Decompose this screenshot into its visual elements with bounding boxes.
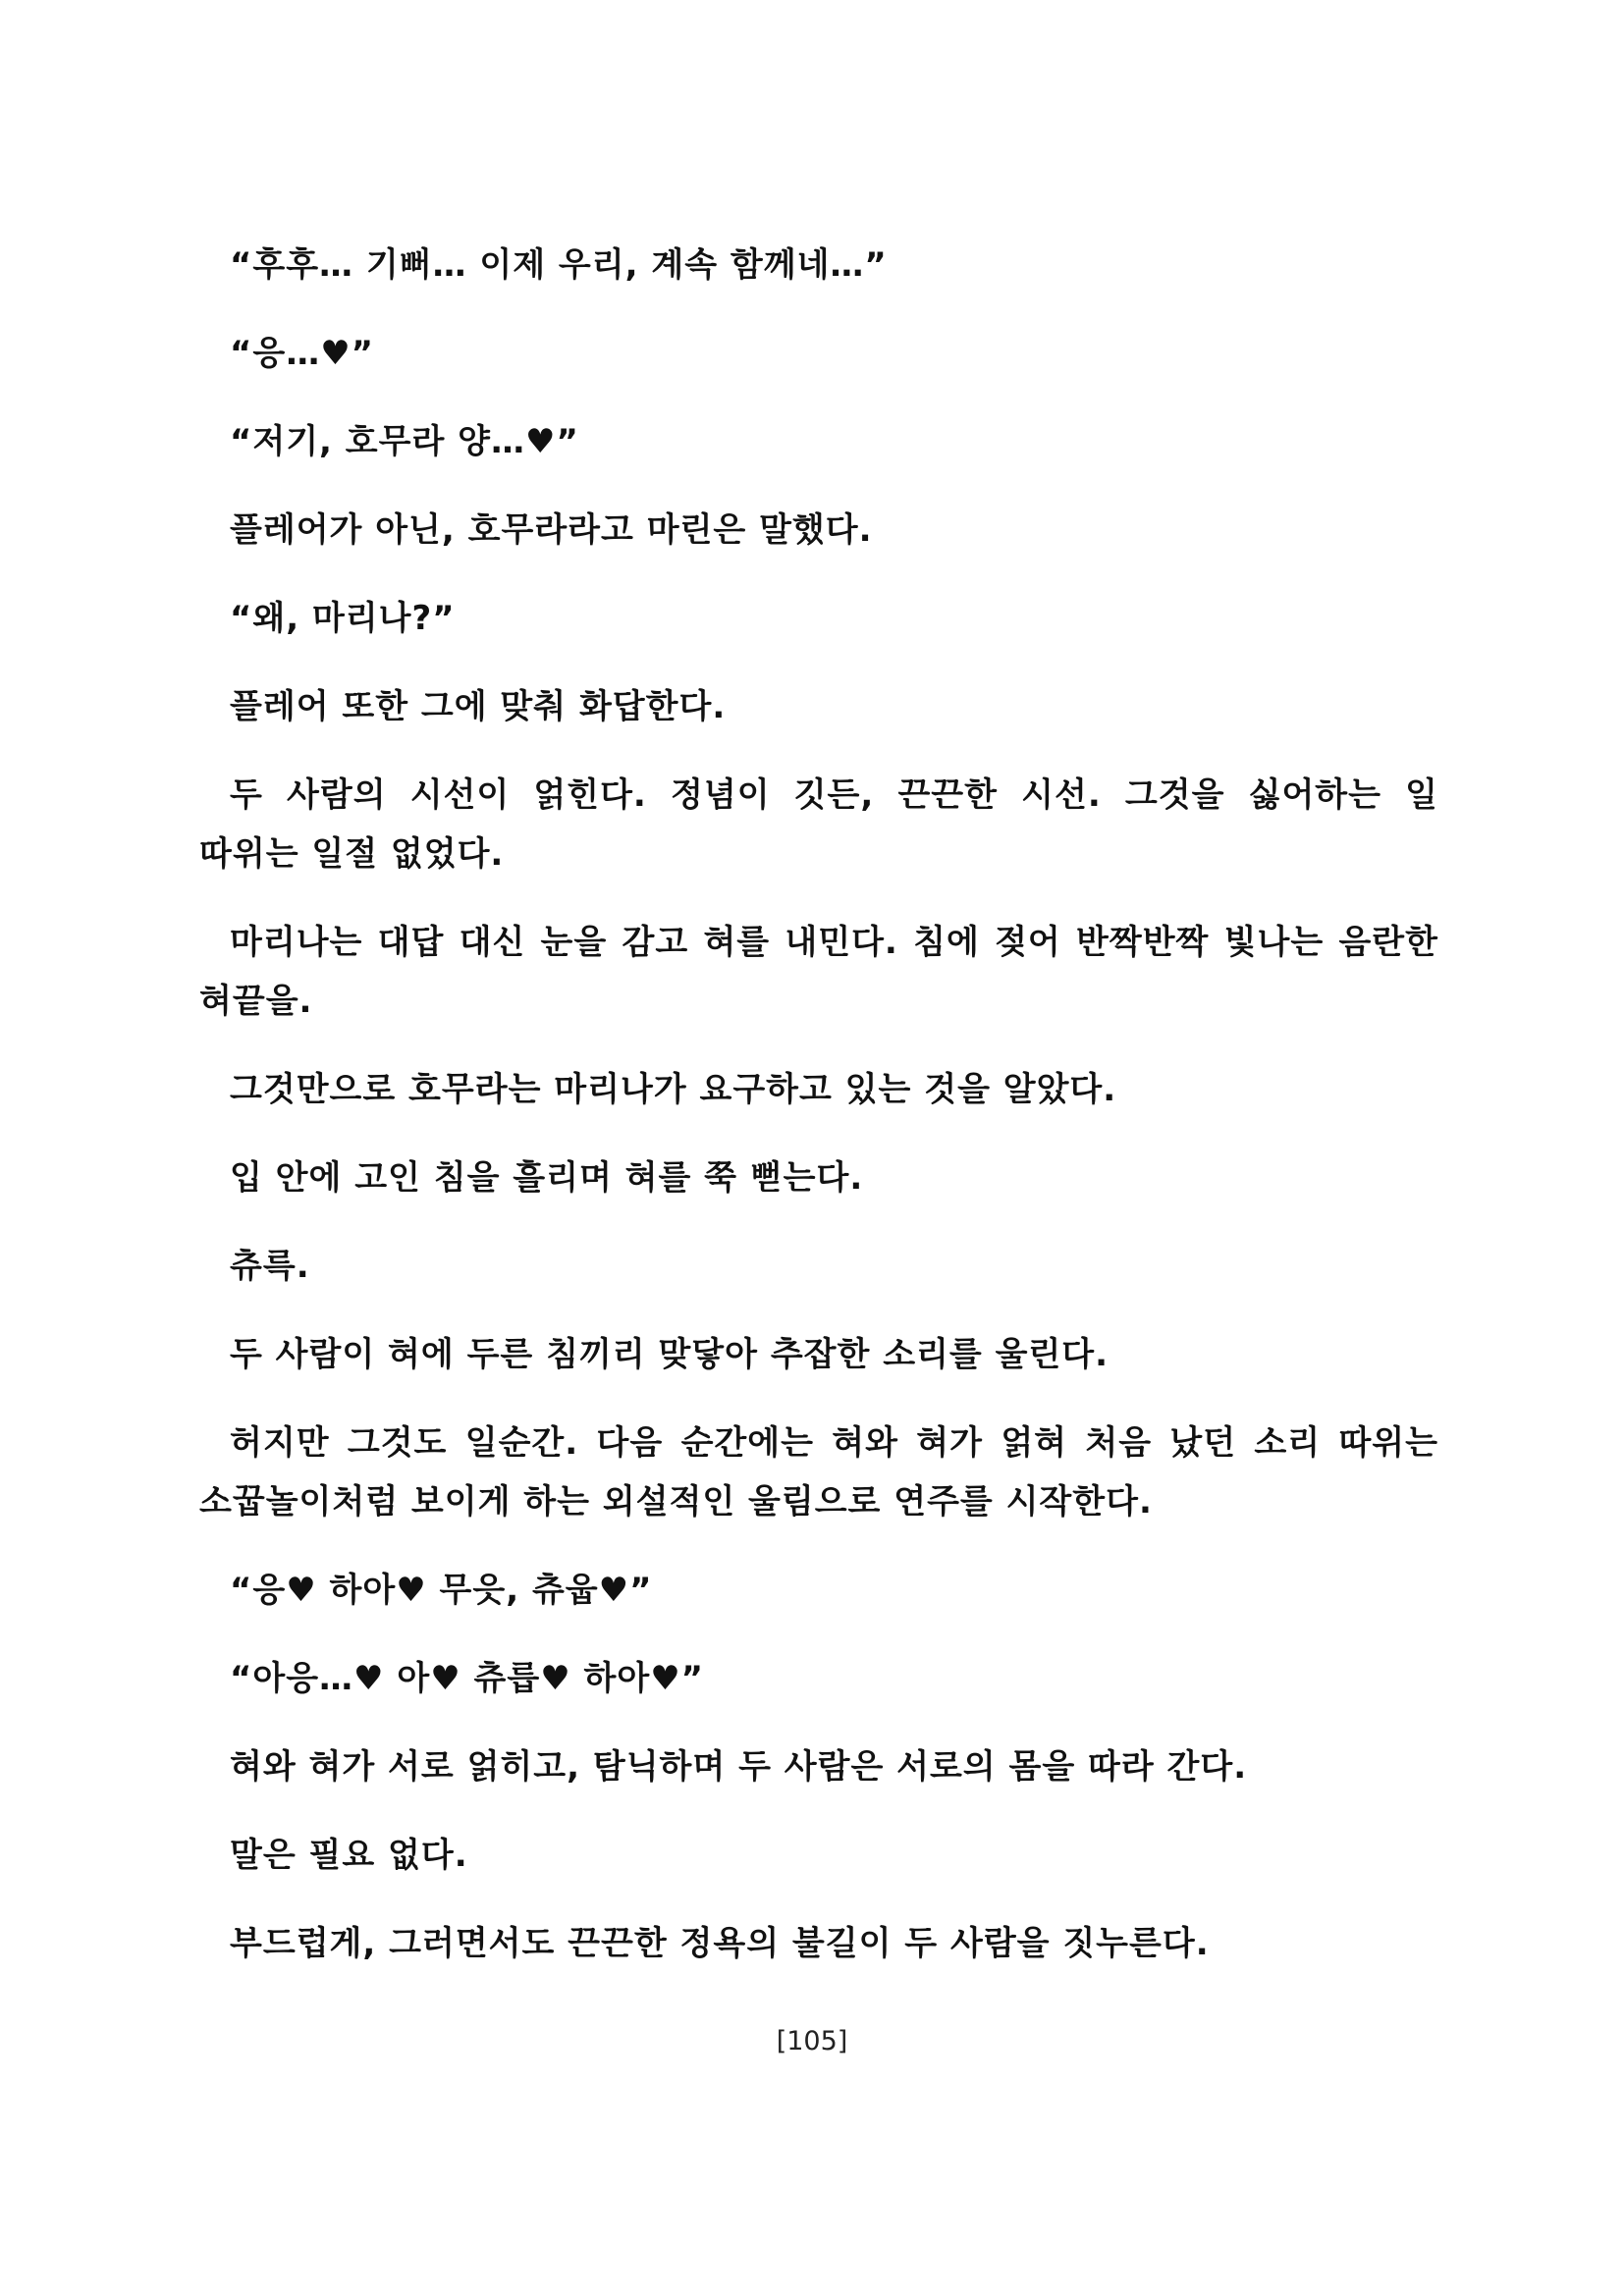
paragraph: 두 사람의 시선이 얽힌다. 정념이 깃든, 끈끈한 시선. 그것을 싫어하는 일 따위는 일절 없었다. [199,775,1438,874]
paragraph: 그것만으로 호무라는 마리나가 요구하고 있는 것을 알았다. [230,1070,1117,1109]
paragraph: “응♥ 하아♥ 무읏, 츄웁♥” [230,1571,653,1610]
paragraph: 입 안에 고인 침을 흘리며 혀를 쭉 뻗는다. [230,1158,864,1198]
paragraph: “왜, 마리나?” [230,599,456,638]
paragraph: 플레어가 아닌, 호무라라고 마린은 말했다. [230,510,873,550]
page-number: [105] [776,2026,848,2056]
paragraph: “응…♥” [230,334,375,373]
paragraph: 말은 필요 없다. [230,1836,468,1875]
paragraph: 플레어 또한 그에 맞춰 화답한다. [230,687,727,726]
paragraph: 마리나는 대답 대신 눈을 감고 혀를 내민다. 침에 젖어 반짝반짝 빛나는 음란한 혀끝을. [199,923,1438,1021]
body-text [199,236,1438,2002]
paragraph: 부드럽게, 그러면서도 끈끈한 정욕의 불길이 두 사람을 짓누른다. [230,1924,1210,1963]
paragraph: “아응…♥ 아♥ 츄릅♥ 하아♥” [230,1659,705,1698]
paragraph: 츄륵. [230,1247,310,1286]
paragraph: “저기, 호무라 양…♥” [230,422,579,461]
paragraph: 혀와 혀가 서로 얽히고, 탐닉하며 두 사람은 서로의 몸을 따라 간다. [230,1747,1248,1787]
paragraph: 두 사람이 혀에 두른 침끼리 맞닿아 추잡한 소리를 울린다. [230,1335,1110,1374]
paragraph: 허지만 그것도 일순간. 다음 순간에는 혀와 혀가 얽혀 처음 났던 소리 따위는 소꿉놀이처럼 보이게 하는 외설적인 울림으로 연주를 시작한다. [199,1423,1438,1522]
paragraph: “후후… 기뻐… 이제 우리, 계속 함께네…” [230,245,888,285]
